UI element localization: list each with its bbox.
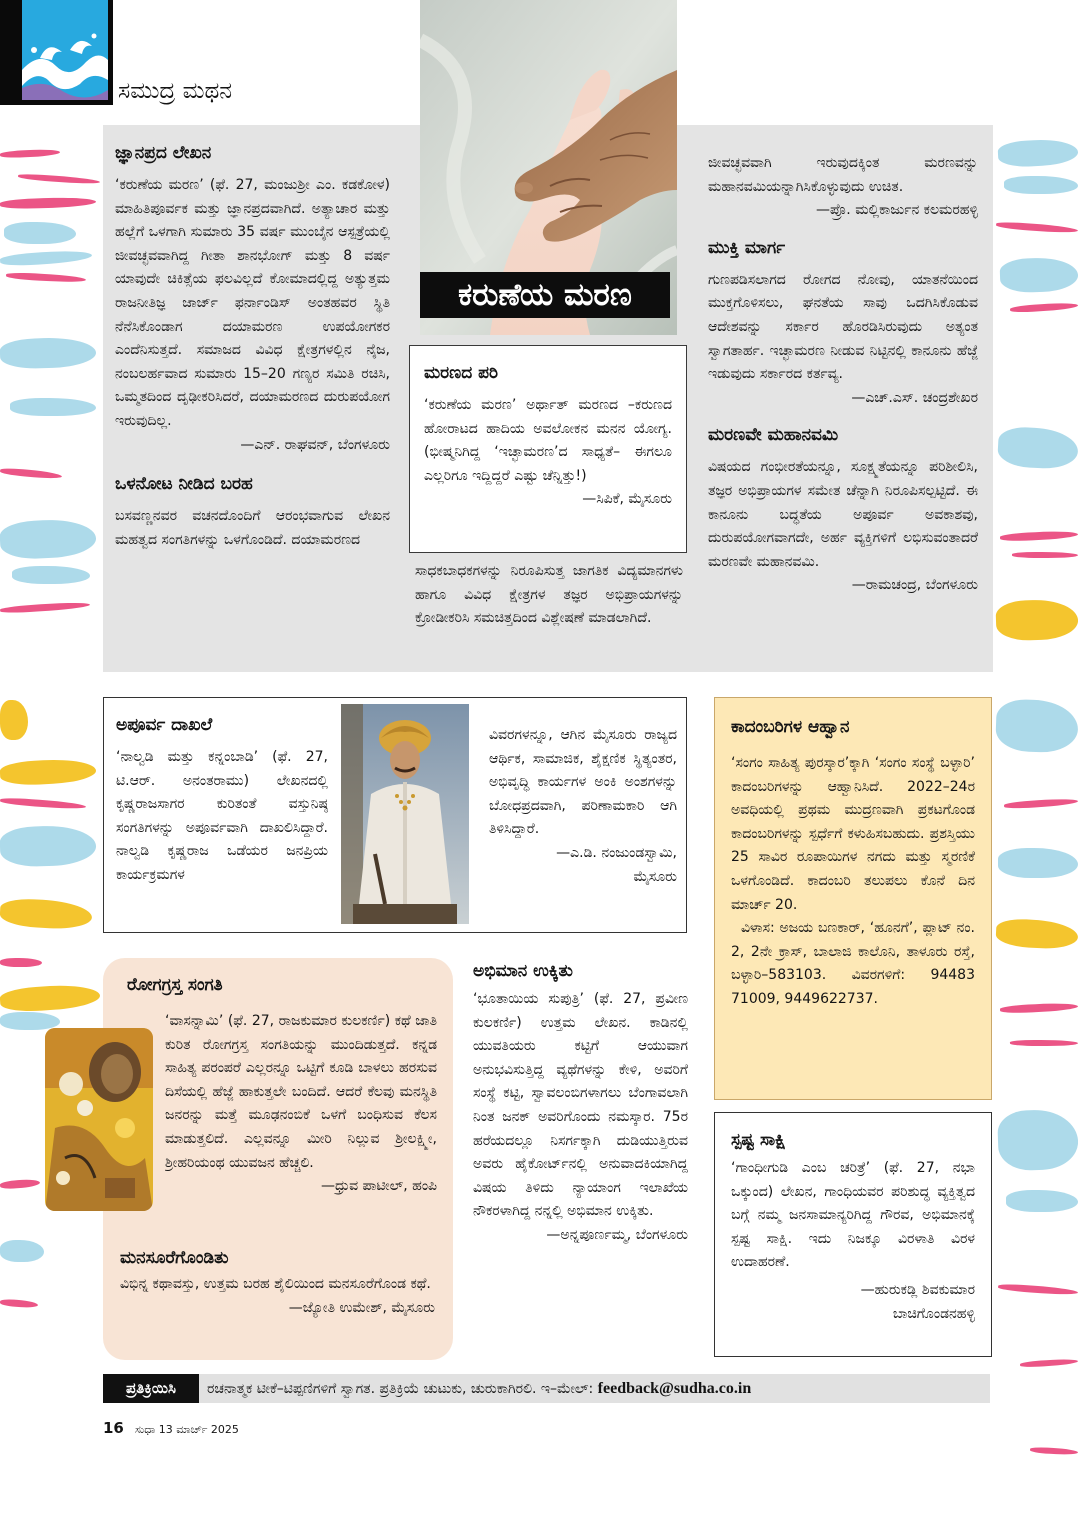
letter-signature: —ಜ್ಯೋತಿ ಉಮೇಶ್, ಮೈಸೂರು [288, 1299, 435, 1316]
feedback-text [207, 1374, 751, 1403]
brush-stroke [6, 272, 86, 283]
brush-stroke [997, 138, 1078, 168]
feedback-strip [103, 1374, 990, 1403]
brush-stroke [0, 1178, 40, 1189]
letter-signature: —ಹುರುಕಡ್ಲಿ ಶಿವಕುಮಾರ [860, 1281, 975, 1298]
brush-stroke [0, 467, 62, 479]
brush-stroke [0, 958, 42, 967]
feedback-message: ರಚನಾತ್ಮಕ ಟೀಕೆ–ಟಿಪ್ಪಣಿಗಳಿಗೆ ಸ್ವಾಗತ. ಪ್ರತಿಕ್ರಿಯೆ ಚುಟುಕು, ಚುರುಕಾಗಿರಲಿ. ಇ–ಮೇಲ್: [207, 1381, 594, 1397]
brush-stroke [0, 601, 90, 614]
brush-stroke [997, 426, 1078, 470]
letters-column-right [708, 152, 978, 662]
brush-stroke [0, 1299, 38, 1309]
portrait-painting [341, 704, 469, 924]
brush-stroke [1010, 302, 1078, 314]
letter-signature: —ಎ.ಡಿ. ನಂಜುಂಡಸ್ವಾಮಿ, [556, 844, 677, 861]
letter-body: ‘ಗಾಂಧೀಗುಡಿ ಎಂಬ ಚರಿತ್ರೆ’ (ಫೆ. 27, ನಭಾ ಒಕ್ಕುಂದ) ಲೇಖನ, ಗಾಂಧಿಯವರ ಪರಿಶುದ್ಧ ವ್ಯಕ್ತಿತ್ವದ ಬಗ್ಗೆ ನಮ್ಮ ಜನಸಾಮಾನ್ಯರಿಗಿದ್ದ ಗೌರವ, ಅಭಿಮಾನಕ್ಕೆ ಸ್ಪಷ್ಟ ಸಾಕ್ಷಿ. ಇದು ನಿಜಕ್ಕೂ ವಿರಳಾತಿ ವಿರಳ ಉದಾಹರಣೆ. [731, 1160, 975, 1271]
page-footer [103, 1418, 239, 1437]
brush-stroke [0, 898, 93, 931]
brush-stroke [1012, 552, 1078, 558]
brush-stroke [0, 249, 92, 267]
letter-heading: ಅಭಿಮಾನ ಉಕ್ಕಿತು [473, 961, 573, 981]
brush-stroke [0, 336, 96, 369]
page-number: 16 [103, 1419, 124, 1437]
brush-stroke [0, 196, 96, 209]
letter-heading: ಮರಣವೇ ಮಹಾನವಮಿ [708, 425, 839, 446]
brush-stroke [0, 1240, 44, 1262]
brush-stroke [1000, 530, 1078, 542]
feedback-email-link[interactable]: feedback@sudha.co.in [597, 1380, 752, 1397]
brush-stroke [995, 699, 1078, 754]
letter-signature: —ಎಚ್.ಎಸ್. ಚಂದ್ರಶೇಖರ [851, 389, 978, 406]
letter-signature: —ಸಿಪಿಕೆ, ಮೈಸೂರು [582, 491, 672, 508]
letter-box-apurva-dakhale [103, 697, 687, 933]
brush-stroke [997, 1109, 1078, 1172]
brush-stroke [0, 758, 97, 787]
notice-address: ವಿಳಾಸ: ಅಜಯ ಬಣಕಾರ್, ‘ಹೂನಗೆ’, ಪ್ಲಾಟ್ ನಂ. 2, 2ನೇ ಕ್ರಾಸ್, ಬಾಲಾಜಿ ಕಾಲೊನಿ, ತಾಳೂರು ರಸ್ತೆ, ಬಳ್ಳಾರಿ–583103. ವಿವರಗಳಿಗೆ: 94483 71009, 9449622737. [731, 920, 975, 1007]
brush-stroke [12, 566, 90, 584]
brush-stroke [996, 221, 1078, 234]
brush-stroke [995, 599, 1078, 642]
letter-signature: —ಎನ್. ರಾಘವನ್, ಬೆಂಗಳೂರು [240, 436, 390, 453]
letter-abhimana [473, 958, 688, 1350]
letter-heading: ಸ್ಪಷ್ಟ ಸಾಕ್ಷಿ [731, 1130, 786, 1150]
brush-stroke [998, 848, 1078, 878]
brush-stroke [1010, 1040, 1078, 1046]
wave-logo-icon [0, 0, 113, 105]
notice-body: ‘ಸಂಗಂ ಸಾಹಿತ್ಯ ಪುರಸ್ಕಾರ’ಕ್ಕಾಗಿ ‘ಸಂಗಂ ಸಂಸ್ಥೆ ಬಳ್ಳಾರಿ’ ಕಾದಂಬರಿಗಳನ್ನು ಆಹ್ವಾನಿಸಿದೆ. 2022–24ರ ಅವಧಿಯಲ್ಲಿ ಪ್ರಥಮ ಮುದ್ರಣವಾಗಿ ಪ್ರಕಟಗೊಂಡ ಕಾದಂಬರಿಗಳನ್ನು ಸ್ಪರ್ಧೆಗೆ ಕಳುಹಿಸಬಹುದು. ಪ್ರಶಸ್ತಿಯು 25 ಸಾವಿರ ರೂಪಾಯಿಗಳ ನಗದು ಮತ್ತು ಸ್ಮರಣಿಕೆ ಒಳಗೊಂಡಿದೆ. ಕಾದಂಬರಿ ತಲುಪಲು ಕೊನೆ ದಿನ ಮಾರ್ಚ್ 20. [731, 755, 975, 913]
letter-text [165, 1010, 437, 1245]
letter-heading: ಮನಸೂರೆಗೊಂಡಿತು [120, 1248, 229, 1268]
letter-heading: ರೋಗಗ್ರಸ್ತ ಸಂಗತಿ [127, 975, 223, 995]
brush-stroke [1000, 1002, 1078, 1014]
brush-stroke [0, 1012, 60, 1030]
brush-stroke [999, 257, 1078, 294]
letter-signature: —ಧ್ರುವ ಪಾಟೀಲ್, ಹಂಪಿ [320, 1178, 437, 1195]
letter-heading: ಮುಕ್ತಿ ಮಾರ್ಗ [708, 237, 786, 258]
brush-stroke [4, 222, 76, 244]
letter-heading: ಮರಣದ ಪರಿ [424, 363, 498, 383]
issue-info: ಸುಧಾ 13 ಮಾರ್ಚ್ 2025 [134, 1423, 239, 1436]
letter-heading: ಅಪೂರ್ವ ದಾಖಲೆ [116, 715, 213, 735]
letter-body: ಬಸವಣ್ಣನವರ ವಚನದೊಂದಿಗೆ ಆರಂಭವಾಗುವ ಲೇಖನ ಮಹತ್ವದ ಸಂಗತಿಗಳನ್ನು ಒಳಗೊಂಡಿದೆ. ದಯಾಮರಣದ [115, 508, 390, 548]
brush-stroke [1030, 1447, 1078, 1456]
brush-stroke [0, 148, 60, 158]
letter-body: ‘ವಾಸನ್ನಾಮಿ’ (ಫೆ. 27, ರಾಜಕುಮಾರ ಕುಲಕರ್ಣಿ) ಕಥೆ ಜಾತಿ ಕುರಿತ ರೋಗಗ್ರಸ್ತ ಸಂಗತಿಯನ್ನು ಮುಂದಿಡುತ್ತದೆ. ಕನ್ನಡ ಸಾಹಿತ್ಯ ಪರಂಪರೆ ಎಲ್ಲರನ್ನೂ ಒಟ್ಟಿಗೆ ಕೂಡಿ ಬಾಳಲು ಹರಸುವ ದಿಸೆಯಲ್ಲಿ ಹೆಜ್ಜೆ ಹಾಕುತ್ತಲೇ ಬಂದಿದೆ. ಆದರೆ ಕೆಲವು ಮನಸ್ಥಿತಿ ಜನರನ್ನು ಮತ್ತೆ ಮೂಢನಂಬಿಕೆ ಒಳಗೆ ಬಂಧಿಸುವ ಕೆಲಸ ಮಾಡುತ್ತಲಿದೆ. ಎಲ್ಲವನ್ನೂ ಮೀರಿ ನಿಲ್ಲುವ ಶ್ರೀಲಕ್ಷ್ಮೀ, ಶ್ರೀಹರಿಯಂಥ ಯುವಜನ ಹೆಚ್ಚಲಿ. [165, 1013, 437, 1171]
brush-stroke [0, 700, 28, 740]
brush-stroke [18, 173, 100, 185]
story-illustration [45, 1028, 153, 1211]
letter-box-maranada-pari [409, 345, 687, 553]
letter-text-right [489, 724, 677, 924]
letter-body: ಗುಣಪಡಿಸಲಾಗದ ರೋಗದ ನೋವು, ಯಾತನೆಯಿಂದ ಮುಕ್ತಗೊಳಿಸಲು, ಘನತೆಯ ಸಾವು ಒದಗಿಸಿಕೊಡುವ ಆದೇಶವನ್ನು ಸರ್ಕಾರ ಹೊರಡಿಸಿರುವುದು ಅತ್ಯಂತ ಸ್ವಾಗತಾರ್ಹ. ಇಚ್ಛಾಮರಣ ನೀಡುವ ನಿಟ್ಟಿನಲ್ಲಿ ಕಾನೂನು ಹೆಜ್ಜೆ ಇಡುವುದು ಸರ್ಕಾರದ ಕರ್ತವ್ಯ. [708, 271, 978, 383]
notice-box-kadambari [714, 697, 992, 1100]
notice-heading: ಕಾದಂಬರಿಗಳ ಆಹ್ವಾನ [731, 717, 850, 737]
letter-box-spashta-sakshi [714, 1112, 992, 1357]
letter-signature-place: ಬಾಚಿಗೊಂಡನಹಳ್ಳಿ [892, 1305, 975, 1322]
brush-stroke [1004, 797, 1078, 809]
letter-signature: —ರಾಮಚಂದ್ರ, ಬೆಂಗಳೂರು [851, 577, 978, 594]
brush-stroke [995, 918, 1078, 950]
letter-body-continued: ವಿವರಗಳನ್ನೂ, ಆಗಿನ ಮೈಸೂರು ರಾಜ್ಯದ ಆರ್ಥಿಕ, ಸಾಮಾಜಿಕ, ಶೈಕ್ಷಣಿಕ ಸ್ಥಿತ್ಯಂತರ, ಅಭಿವೃದ್ಧಿ ಕಾರ್ಯಗಳ ಅಂಕಿ ಅಂಶಗಳನ್ನು ಬೋಧಪ್ರದವಾಗಿ, ಪರಿಣಾಮಕಾರಿ ಆಗಿ ತಿಳಿಸಿದ್ದಾರೆ. [489, 727, 677, 838]
letter-signature-place: ಮೈಸೂರು [633, 868, 677, 885]
brush-stroke [1006, 1190, 1078, 1212]
letter-body-continued: ಸಾಧಕಬಾಧಕಗಳನ್ನು ನಿರೂಪಿಸುತ್ತ ಜಾಗತಿಕ ವಿದ್ಯಮಾನಗಳು ಹಾಗೂ ವಿವಿಧ ಕ್ಷೇತ್ರಗಳ ತಜ್ಞರ ಅಭಿಪ್ರಾಯಗಳನ್ನು ಕ್ರೋಡೀಕರಿಸಿ ಸಮಚಿತ್ತದಿಂದ ವಿಶ್ಲೇಷಣೆ ಮಾಡಲಾಗಿದೆ. [415, 563, 683, 627]
brush-stroke [0, 518, 97, 561]
letters-column-left [115, 140, 390, 665]
feedback-label: ಪ್ರತಿಕ್ರಿಯಿಸಿ [103, 1374, 199, 1403]
letter-body: ‘ಕರುಣೆಯ ಮರಣ’ (ಫೆ. 27, ಮಂಜುಶ್ರೀ ಎಂ. ಕಡಕೋಳ) ಮಾಹಿತಿಪೂರ್ವಕ ಮತ್ತು ಜ್ಞಾನಪ್ರದವಾಗಿದೆ. ಅತ್ಯಾಚಾರ ಮತ್ತು ಹಲ್ಲೆಗೆ ಒಳಗಾಗಿ ಸುಮಾರು 35 ವರ್ಷ ಮುಂಬೈನ ಆಸ್ಪತ್ರೆಯಲ್ಲಿ ಜೀವಚ್ಛವವಾಗಿದ್ದ ಗೀತಾ ಶಾನಭೋಗ್ ಮತ್ತು 8 ವರ್ಷ ಯಾವುದೇ ಚಿಕಿತ್ಸೆಯ ಫಲವಿಲ್ಲದೆ ಕೋಮಾದಲ್ಲಿದ್ದ ಅತ್ಯುತ್ತಮ ರಾಜನೀತಿಜ್ಞ ಜಾರ್ಜ್ ಫರ್ನಾಂಡಿಸ್ ಅಂತಹವರ ಸ್ಥಿತಿ ನೆನೆಸಿಕೊಂಡಾಗ ದಯಾಮರಣ ಉಪಯೋಗಕರ ಎಂದೆನಿಸುತ್ತದೆ. ಸಮಾಜದ ವಿವಿಧ ಕ್ಷೇತ್ರಗಳಲ್ಲಿನ ನೈಜ, ನಂಬಲರ್ಹವಾದ ಸುಮಾರು 15–20 ಗಣ್ಯರ ಸಮಿತಿ ರಚಿಸಿ, ಒಮ್ಮತದಿಂದ ದೃಢೀಕರಿಸಿದರೆ, ದಯಾಮರಣದ ದುರುಪಯೋಗ ಇರುವುದಿಲ್ಲ. [115, 177, 390, 429]
letter-body: ‘ನಾಲ್ವಡಿ ಮತ್ತು ಕನ್ನಂಬಾಡಿ’ (ಫೆ. 27, ಟಿ.ಆರ್. ಅನಂತರಾಮು) ಲೇಖನದಲ್ಲಿ ಕೃಷ್ಣರಾಜಸಾಗರ ಕುರಿತಂತೆ ವಸ್ತುನಿಷ್ಠ ಸಂಗತಿಗಳನ್ನು ಅಪೂರ್ವವಾಗಿ ದಾಖಲಿಸಿದ್ದಾರೆ. ನಾಲ್ವಡಿ ಕೃಷ್ಣರಾಜ ಒಡೆಯರ ಜನಪ್ರಿಯ ಕಾರ್ಯಕ್ರಮಗಳ [116, 749, 328, 883]
letter-text-left [116, 712, 328, 922]
letter-signature: —ಪ್ರೊ. ಮಲ್ಲಿಕಾರ್ಜುನ ಕಲಮರಹಳ್ಳಿ [816, 202, 978, 219]
brush-stroke [1004, 176, 1078, 194]
letters-column-middle [415, 560, 683, 660]
brush-stroke [1020, 1358, 1078, 1368]
brush-stroke [0, 824, 97, 867]
letter-heading: ಜ್ಞಾನಪ್ರದ ಲೇಖನ [115, 143, 212, 163]
letter-body-continued: ಜೀವಚ್ಛವವಾಗಿ ಇರುವುದಕ್ಕಿಂತ ಮರಣವನ್ನು ಮಹಾನವಮಿಯನ್ನಾಗಿಸಿಕೊಳ್ಳುವುದು ಉಚಿತ. [708, 155, 978, 195]
brush-stroke [0, 797, 86, 810]
brush-stroke [998, 1283, 1078, 1296]
letter-body: ‘ಕರುಣೆಯ ಮರಣ’ ಅರ್ಥಾತ್ ಮರಣದ –ಕರುಣದ ಹೋರಾಟದ ಹಾದಿಯ ಅವಲೋಕನ ಮನನ ಯೋಗ್ಯ. (ಭೀಷ್ಮನಿಗಿದ್ದ ‘ಇಚ್ಛಾಮರಣ’ದ ಸಾಧ್ಯತೆ– ಈಗಲೂ ಎಲ್ಲರಿಗೂ ಇದ್ದಿದ್ದರೆ ಎಷ್ಟು ಚೆನ್ನಿತ್ತು!) [424, 397, 672, 484]
brush-stroke [10, 398, 96, 416]
letter-heading: ಒಳನೋಟ ನೀಡಿದ ಬರಹ [115, 474, 253, 495]
photo-caption: ಕರುಣೆಯ ಮರಣ [420, 272, 670, 318]
section-title: ಸಮುದ್ರ ಮಥನ [118, 78, 233, 104]
letter-body: ವಿಭಿನ್ನ ಕಥಾವಸ್ತು, ಉತ್ತಮ ಬರಹ ಶೈಲಿಯಿಂದ ಮನಸೂರೆಗೊಂಡ ಕಥೆ. [120, 1276, 431, 1292]
letter-body: ‘ಭೂತಾಯಿಯ ಸುಪುತ್ರಿ’ (ಫೆ. 27, ಪ್ರವೀಣ ಕುಲಕರ್ಣಿ) ಉತ್ತಮ ಲೇಖನ. ಕಾಡಿನಲ್ಲಿ ಯುವತಿಯರು ಕಟ್ಟಿಗೆ ಆಯುವಾಗ ಅನುಭವಿಸುತ್ತಿದ್ದ ವ್ಯಥೆಗಳನ್ನು ಕೇಳಿ, ಅವರಿಗೆ ಸಂಸ್ಥೆ ಕಟ್ಟಿ, ಸ್ವಾವಲಂಬಿಗಳಾಗಲು ಬೆಂಗಾವಲಾಗಿ ನಿಂತ ಜನಕ್ ಅವರಿಗೊಂದು ನಮಸ್ಕಾರ. 75ರ ಹರೆಯದಲ್ಲೂ ನಿಸರ್ಗಕ್ಕಾಗಿ ದುಡಿಯುತ್ತಿರುವ ಅವರು ಹೈಕೋರ್ಟ್‌ನಲ್ಲಿ ಅನುವಾದಕಿಯಾಗಿದ್ದ ವಿಷಯ ತಿಳಿದು ನ್ಯಾಯಾಂಗ ಇಲಾಖೆಯ ನೌಕರಳಾಗಿದ್ದ ನನ್ನಲ್ಲಿ ಅಭಿಮಾನ ಉಕ್ಕಿತು. [473, 991, 688, 1220]
letter-signature: —ಅನ್ನಪೂರ್ಣಮ್ಮ, ಬೆಂಗಳೂರು [546, 1226, 688, 1243]
letter-text-2 [120, 1245, 435, 1350]
section-logo [0, 0, 113, 105]
brush-stroke [0, 983, 101, 1014]
letter-body: ವಿಷಯದ ಗಂಭೀರತೆಯನ್ನೂ, ಸೂಕ್ಷ್ಮತೆಯನ್ನೂ ಪರಿಶೀಲಿಸಿ, ತಜ್ಞರ ಅಭಿಪ್ರಾಯಗಳ ಸಮೇತ ಚೆನ್ನಾಗಿ ನಿರೂಪಿಸಲ್ಪಟ್ಟಿದೆ. ಈ ಕಾನೂನು ಬದ್ಧತೆಯ ಅಪೂರ್ವ ಅವಕಾಶವು, ದುರುಪಯೋಗವಾಗದೇ, ಅರ್ಹ ವ್ಯಕ್ತಿಗಳಿಗೆ ಲಭಿಸುವಂತಾದರೆ ಮರಣವೇ ಮಹಾನವಮಿ. [708, 459, 978, 570]
